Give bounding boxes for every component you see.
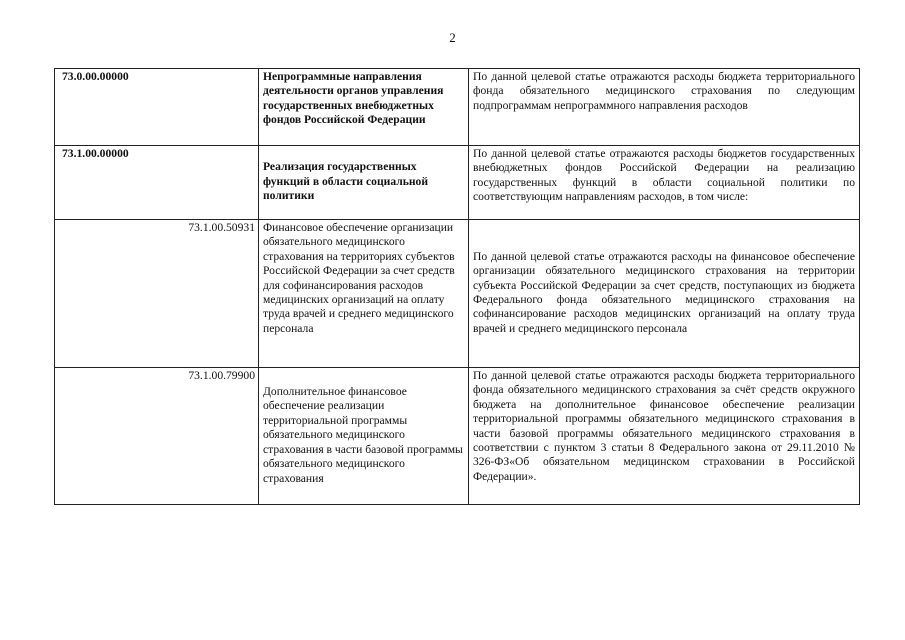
name-cell: Реализация государственных функций в области социальной политики [259, 146, 469, 220]
code-cell: 73.0.00.00000 [55, 69, 259, 146]
table-row [55, 368, 860, 505]
budget-classification-table [54, 68, 860, 505]
code-cell: 73.1.00.79900 [55, 368, 259, 505]
description-cell: По данной целевой статье отражаются расходы бюджета территориального фонда обязательного медицинского страхования за счёт средств окружного бюджета на дополнительное финансовое обеспечение реализации территориальной программы обязательного медицинского страхования в части базовой программы обязательного медицинского страхования в соответствии с пунктом 3 статьи 8 Федерального закона от 29.11.2010 № 326-ФЗ«Об обязательном медицинском страховании в Российской Федерации». [469, 368, 860, 505]
description-cell: По данной целевой статье отражаются расходы бюджета территориального фонда обязательного медицинского страхования по следующим подпрограммам непрограммного направления расходов [469, 69, 860, 146]
description-cell: По данной целевой статье отражаются расходы бюджетов государственных внебюджетных фондов Российской Федерации на реализацию государственных функций в области социальной политики по соответствующим направлениям расходов, в том числе: [469, 146, 860, 220]
table-row [55, 220, 860, 368]
name-cell: Финансовое обеспечение организации обязательного медицинского страхования на территориях субъектов Российской Федерации за счет средств для софинансирования расходов медицинских организаций на оплату труда врачей и среднего медицинского персонала [259, 220, 469, 368]
page-number: 2 [449, 30, 456, 45]
name-cell: Непрограммные направления деятельности органов управления государственных внебюджетных фондов Российской Федерации [259, 69, 469, 146]
table-row [55, 146, 860, 220]
description-cell: По данной целевой статье отражаются расходы на финансовое обеспечение организации обязательного медицинского страхования на территории субъекта Российской Федерации за счет средств, поступающих из бюджета Федерального фонда обязательного медицинского страхования на софинансирование расходов медицинских организаций на оплату труда врачей и среднего медицинского персонала [469, 220, 860, 368]
name-cell: Дополнительное финансовое обеспечение реализации территориальной программы обязательного медицинского страхования в части базовой программы обязательного медицинского страхования [259, 368, 469, 505]
code-cell: 73.1.00.50931 [55, 220, 259, 368]
code-cell: 73.1.00.00000 [55, 146, 259, 220]
table-row [55, 69, 860, 146]
